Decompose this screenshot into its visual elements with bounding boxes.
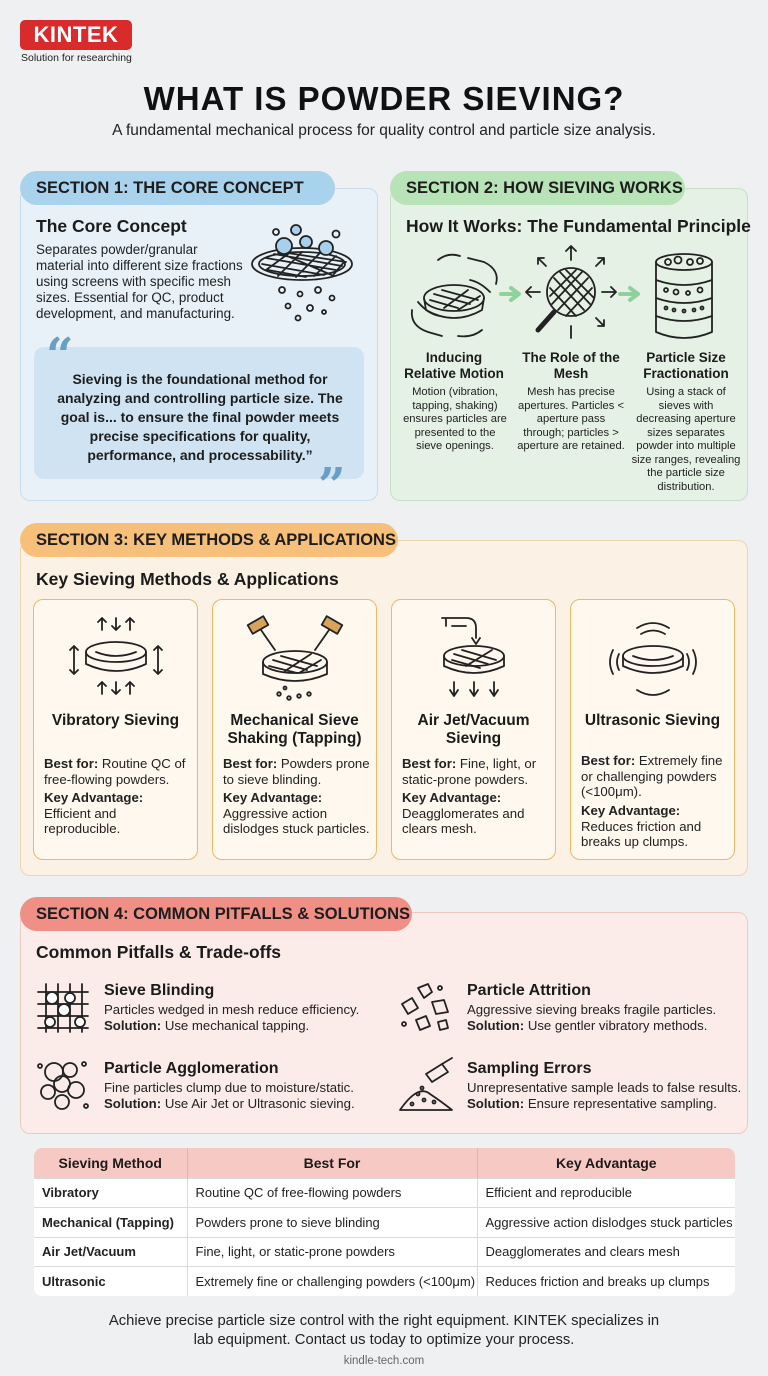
air-jet-sieve-icon <box>432 614 516 700</box>
section2-tab: SECTION 2: HOW SIEVING WORKS <box>390 171 685 205</box>
arrow-right-icon <box>620 286 642 302</box>
pitfall-text: Aggressive sieving breaks fragile particles. Solution: Use gentler vibratory methods. <box>467 1002 717 1033</box>
step1-text: Motion (vibration, tapping, shaking) ensures particles are presented to the sieve openings. <box>403 386 507 452</box>
table-row <box>34 1237 735 1267</box>
clumped-particles-icon <box>36 1056 90 1112</box>
section1-tab: SECTION 1: THE CORE CONCEPT <box>20 171 335 205</box>
method-best-for: Best for: Routine QC of free-flowing powders. <box>44 756 186 787</box>
pitfall-title: Particle Attrition <box>467 982 591 999</box>
section4-tab: SECTION 4: COMMON PITFALLS & SOLUTIONS <box>20 897 412 931</box>
method-best-for: Best for: Fine, light, or static-prone powders. <box>402 756 537 787</box>
section4-heading: Common Pitfalls & Trade-offs <box>36 942 282 962</box>
table-cell: Air Jet/Vacuum <box>34 1237 187 1267</box>
pitfall-text: Fine particles clump due to moisture/static. Solution: Use Air Jet or Ultrasonic sieving. <box>104 1080 355 1111</box>
pitfall-text: Unrepresentative sample leads to false results. Solution: Ensure representative sampling. <box>467 1080 742 1111</box>
table-cell: Reduces friction and breaks up clumps <box>477 1267 735 1297</box>
blinded-mesh-icon <box>36 982 90 1034</box>
tapping-hammers-sieve-icon <box>245 612 345 702</box>
close-quote-icon: ” <box>318 458 346 514</box>
footer-text: Achieve precise particle size control with the right equipment. KINTEK specializes in lab equipment. Contact us today to optimize your process. <box>108 1313 660 1348</box>
table-cell: Mechanical (Tapping) <box>34 1208 187 1238</box>
method-title: Ultrasonic Sieving <box>584 712 721 729</box>
method-best-for: Best for: Extremely fine or challenging powders (<100μm). <box>581 753 723 799</box>
step3-title: Particle Size Fractionation <box>643 350 729 381</box>
page-title: WHAT IS POWDER SIEVING? <box>143 80 625 117</box>
broken-particles-icon <box>398 982 454 1034</box>
pitfall-text: Particles wedged in mesh reduce efficiency. Solution: Use mechanical tapping. <box>104 1002 360 1033</box>
section3-heading: Key Sieving Methods & Applications <box>36 569 339 589</box>
table-cell: Powders prone to sieve blinding <box>187 1208 477 1238</box>
method-card-ultrasonic <box>570 599 735 860</box>
hands-shaking-sieve-icon <box>408 250 500 340</box>
comparison-table <box>34 1148 735 1296</box>
table-cell: Deagglomerates and clears mesh <box>477 1237 735 1267</box>
table-cell: Ultrasonic <box>34 1267 187 1297</box>
logo-tagline: Solution for researching <box>21 52 132 64</box>
method-title: Vibratory Sieving <box>51 712 180 729</box>
table-cell: Aggressive action dislodges stuck particles <box>477 1208 735 1238</box>
step2-text: Mesh has precise apertures. Particles < aperture pass through; particles > aperture are retained. <box>517 386 625 452</box>
sieve-stack-icon <box>650 252 718 342</box>
sieve-with-particles-icon <box>248 222 360 322</box>
pitfall-title: Particle Agglomeration <box>104 1060 279 1077</box>
vibrating-sieve-icon <box>66 616 166 696</box>
table-header: Key Advantage <box>477 1148 735 1178</box>
section2-heading: How It Works: The Fundamental Principle <box>406 216 751 236</box>
page-subtitle: A fundamental mechanical process for quality control and particle size analysis. <box>112 122 656 139</box>
section3-tab: SECTION 3: KEY METHODS & APPLICATIONS <box>20 523 398 557</box>
table-cell: Routine QC of free-flowing powders <box>187 1178 477 1208</box>
open-quote-icon: “ <box>46 328 74 384</box>
method-advantage: Key Advantage: Reduces friction and breaks up clumps. <box>581 803 702 849</box>
step2-title: The Role of the Mesh <box>522 350 620 381</box>
table-header: Best For <box>187 1148 477 1178</box>
section1-heading: The Core Concept <box>36 216 187 236</box>
table-header-row <box>34 1148 735 1178</box>
method-advantage: Key Advantage: Aggressive action dislodges stuck particles. <box>223 790 370 836</box>
step3-text: Using a stack of sieves with decreasing aperture sizes separates powder into multiple size ranges, revealing the particle size distribution. <box>631 386 741 493</box>
ultrasonic-sieve-icon <box>607 614 699 700</box>
table-cell: Extremely fine or challenging powders (<100μm) <box>187 1267 477 1297</box>
table-row <box>34 1208 735 1238</box>
table-row <box>34 1178 735 1208</box>
table-header: Sieving Method <box>34 1148 187 1178</box>
method-title: Mechanical Sieve Shaking (Tapping) <box>227 712 362 747</box>
method-advantage: Key Advantage: Deagglomerates and clears mesh. <box>402 790 525 836</box>
table-row <box>34 1267 735 1297</box>
method-best-for: Best for: Powders prone to sieve blinding. <box>223 756 370 787</box>
section1-quote: Sieving is the foundational method for analyzing and controlling particle size. The goal is... to ensure the final powder meets precise specifications for quality, performance, and processability.” <box>57 371 343 463</box>
section1-text: Separates powder/granular material into different size fractions using screens with specific mesh sizes. Essential for QC, product development, and manufacturing. <box>36 242 243 321</box>
method-card-mechanical <box>212 599 377 860</box>
kintek-logo: KINTEK <box>20 20 132 50</box>
method-card-air-jet <box>391 599 556 860</box>
arrow-right-icon <box>501 286 523 302</box>
step1-title: Inducing Relative Motion <box>404 350 504 381</box>
method-advantage: Key Advantage: Efficient and reproducible. <box>44 790 144 836</box>
table-cell: Vibratory <box>34 1178 187 1208</box>
magnified-mesh-icon <box>524 244 618 344</box>
method-card-vibratory <box>33 599 198 860</box>
method-title: Air Jet/Vacuum Sieving <box>417 712 530 747</box>
table-cell: Fine, light, or static-prone powders <box>187 1237 477 1267</box>
table-cell: Efficient and reproducible <box>477 1178 735 1208</box>
sampling-scoop-icon <box>396 1058 456 1114</box>
footer-site-link[interactable]: kindle-tech.com <box>343 1355 425 1367</box>
pitfall-title: Sampling Errors <box>467 1060 592 1077</box>
pitfall-title: Sieve Blinding <box>104 982 215 999</box>
